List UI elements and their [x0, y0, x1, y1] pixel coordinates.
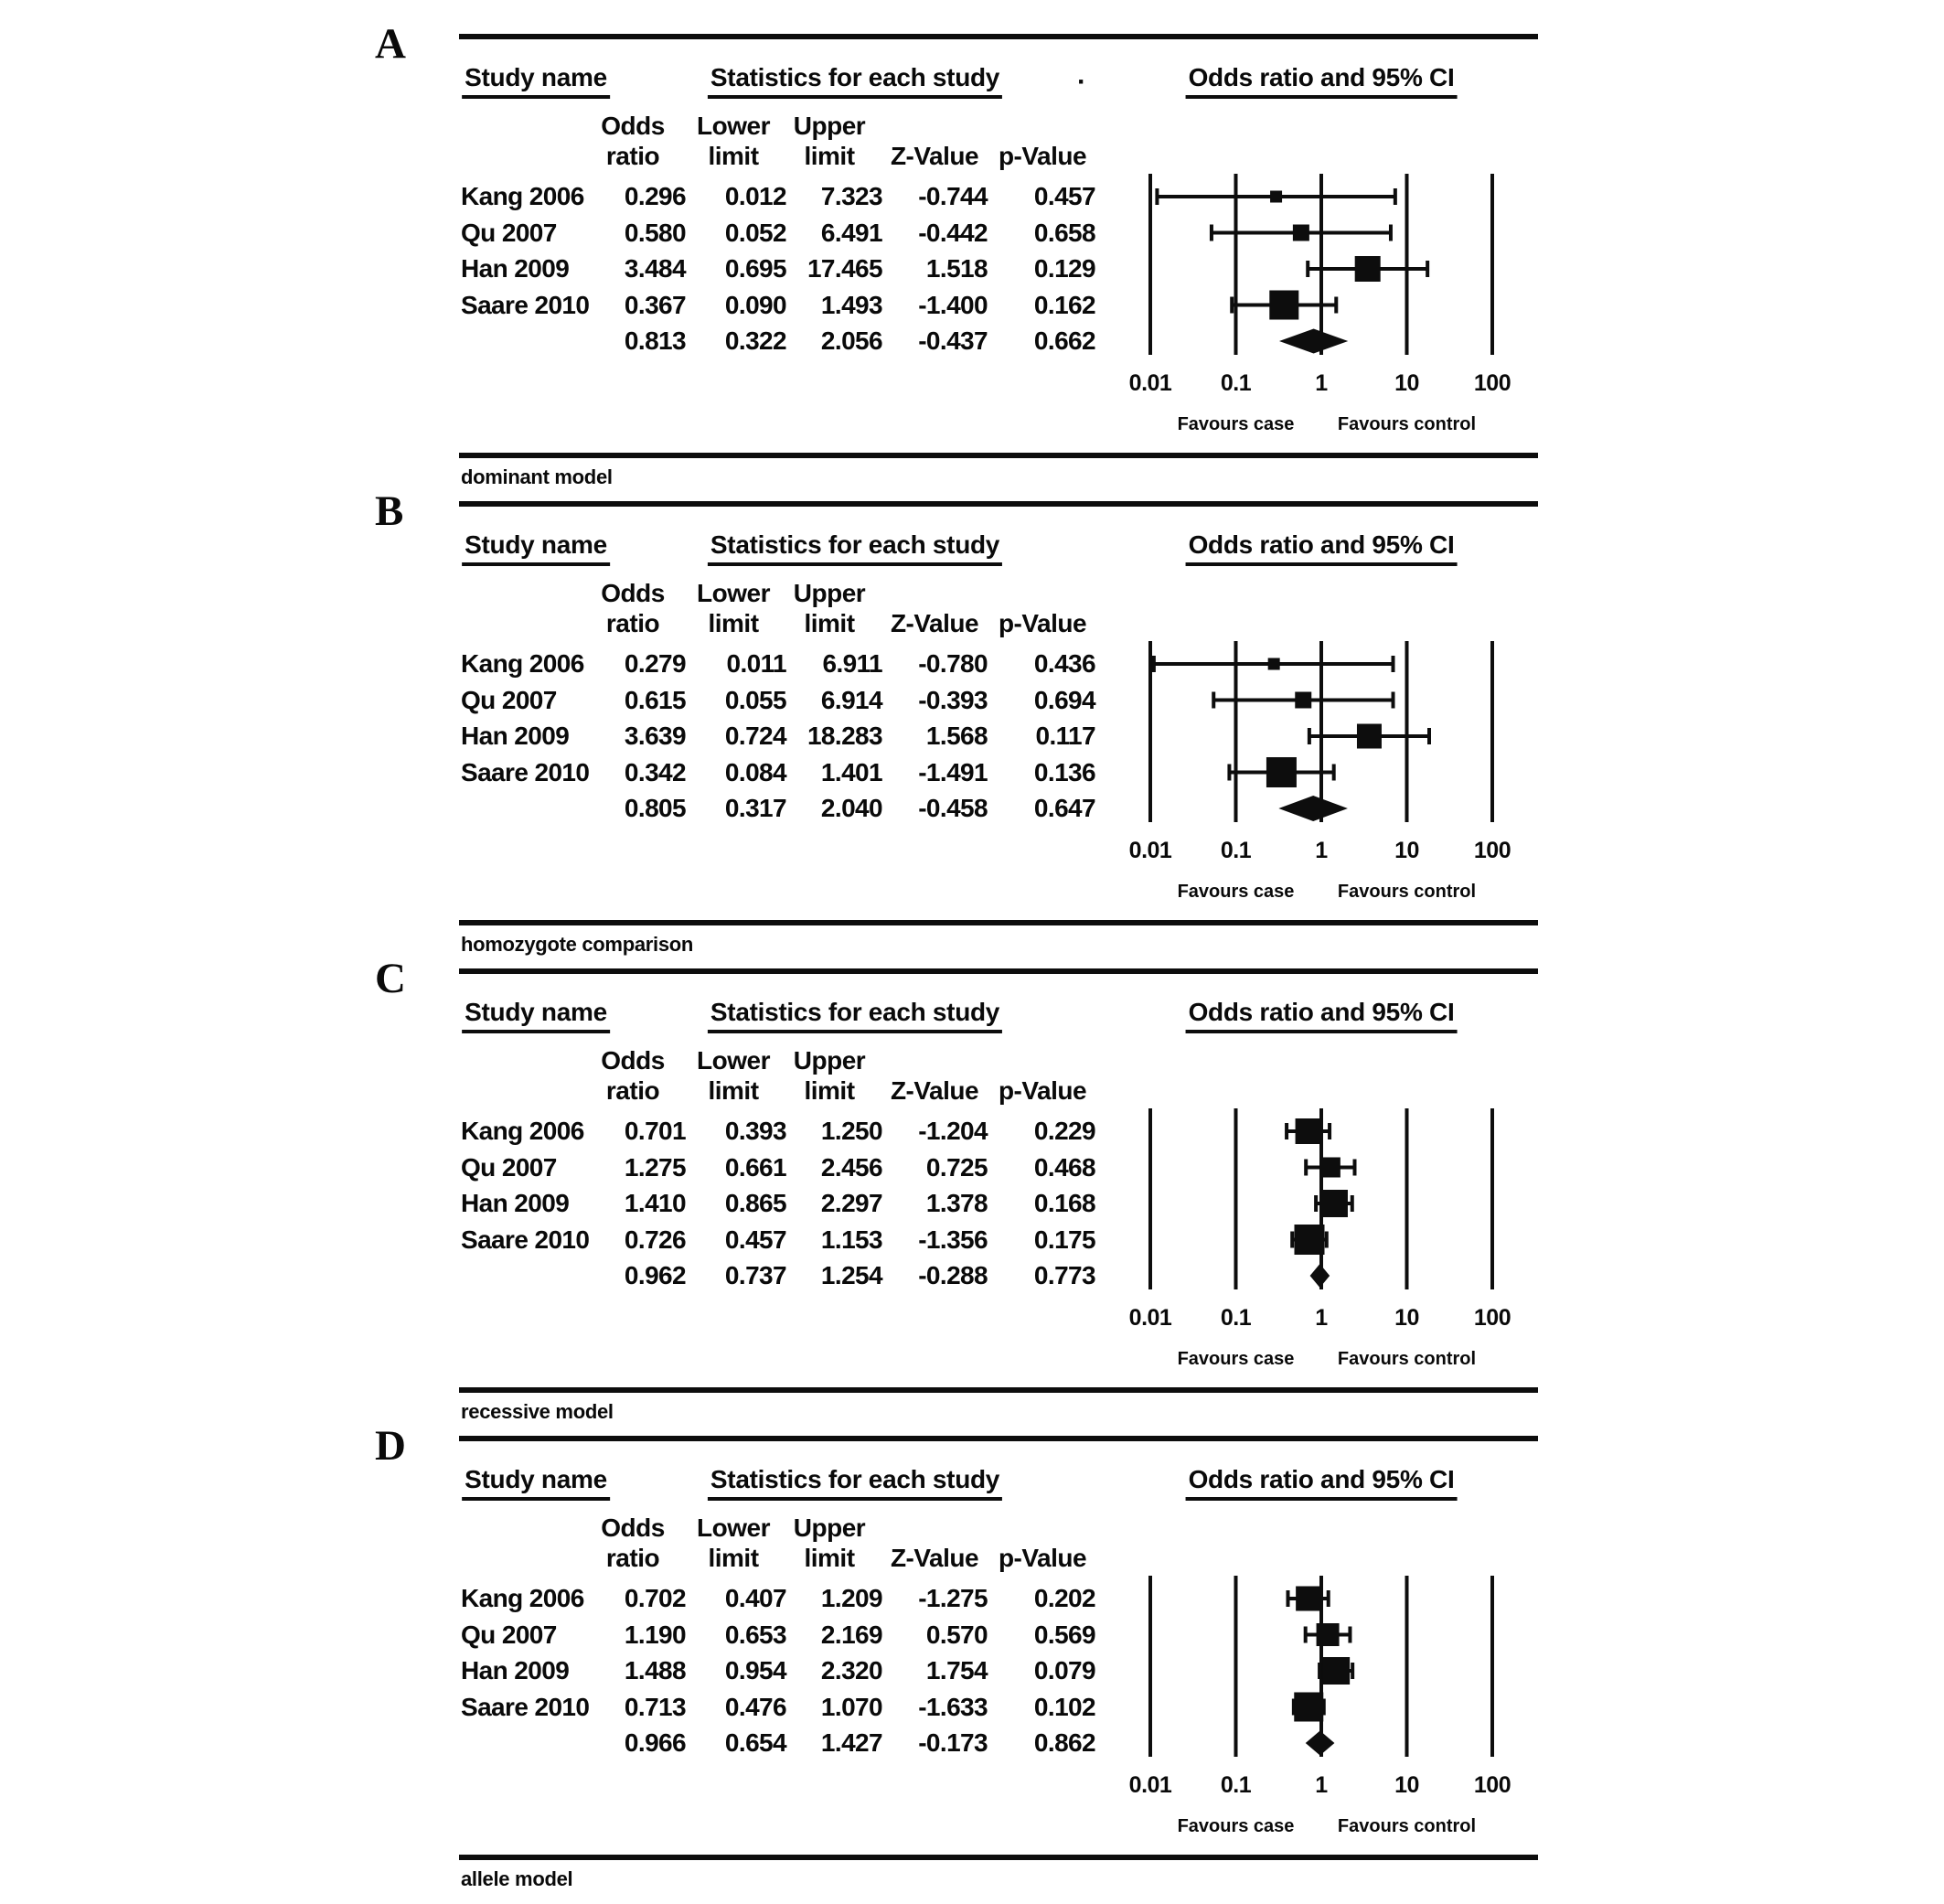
panel-a — [375, 20, 1538, 502]
plot-header: Odds ratio and 95% CI — [1186, 64, 1458, 99]
overall-diamond — [1278, 796, 1348, 821]
col-header-limit: Upper limit — [793, 1046, 866, 1105]
panel-letter-b: B — [375, 487, 404, 535]
col-header-ratio: Odds ratio — [601, 579, 665, 637]
z-value-cell: -1.400 — [918, 290, 988, 319]
odds-ratio-cell: 0.279 — [624, 649, 686, 678]
study-row — [459, 718, 1099, 754]
study-name-header: Study name — [462, 999, 610, 1033]
lower-limit-cell: 0.393 — [724, 1117, 786, 1145]
odds-ratio-cell: 0.342 — [624, 757, 686, 786]
axis-tick-label: 0.01 — [1128, 1772, 1172, 1798]
col-header-limit: Upper limit — [793, 112, 866, 170]
favours-control-label: Favours control — [1337, 1349, 1477, 1369]
study-row — [459, 1689, 1099, 1726]
lower-limit-cell: 0.724 — [724, 722, 786, 750]
overall-lower-limit-cell: 0.737 — [724, 1261, 786, 1289]
plot-header: Odds ratio and 95% CI — [1186, 1466, 1458, 1501]
study-row — [459, 215, 1099, 251]
lower-limit-cell: 0.954 — [724, 1656, 786, 1685]
overall-diamond — [1306, 1731, 1335, 1756]
odds-ratio-cell: 3.484 — [624, 254, 686, 283]
model-label: dominant model — [461, 465, 613, 488]
upper-limit-cell: 1.250 — [820, 1117, 882, 1145]
odds-ratio-cell: 1.488 — [624, 1656, 686, 1685]
overall-upper-limit-cell: 1.427 — [820, 1728, 882, 1757]
or-square — [1296, 1587, 1320, 1611]
p-value-cell: 0.658 — [1033, 218, 1095, 247]
forest-plot — [1099, 171, 1538, 368]
separator-rule — [459, 1436, 1538, 1441]
col-header-ratio: Odds ratio — [601, 112, 665, 170]
separator-rule — [459, 453, 1538, 458]
stats-header: Statistics for each study — [708, 531, 1002, 566]
overall-row — [459, 323, 1099, 359]
or-square — [1317, 1623, 1340, 1646]
z-value-cell: 1.754 — [925, 1656, 988, 1685]
overall-diamond — [1310, 1264, 1330, 1288]
study-name-cell: Qu 2007 — [461, 1620, 557, 1649]
lower-limit-cell: 0.653 — [724, 1620, 786, 1649]
col-header-zvalue: Z-Value — [890, 1076, 979, 1105]
col-header-zvalue: Z-Value — [890, 142, 979, 170]
favours-labels — [1099, 882, 1538, 905]
model-label: allele model — [461, 1867, 573, 1890]
col-header-pvalue: p-Value — [998, 1544, 1087, 1572]
z-value-cell: 1.568 — [925, 722, 988, 750]
or-square — [1357, 724, 1382, 749]
study-name-header: Study name — [462, 1466, 610, 1501]
study-row — [459, 1150, 1099, 1186]
z-value-cell: -1.491 — [918, 757, 988, 786]
study-name-cell: Han 2009 — [461, 1656, 570, 1685]
z-value-cell: -1.204 — [918, 1117, 988, 1145]
upper-limit-cell: 6.491 — [820, 218, 882, 247]
separator-rule — [459, 920, 1538, 925]
or-square — [1268, 658, 1280, 670]
or-square — [1293, 225, 1309, 241]
study-name-cell: Kang 2006 — [461, 1584, 584, 1612]
study-row — [459, 1653, 1099, 1689]
p-value-cell: 0.436 — [1033, 649, 1095, 678]
odds-ratio-cell: 0.296 — [624, 182, 686, 210]
study-name-cell: Han 2009 — [461, 1189, 570, 1217]
upper-limit-cell: 2.169 — [820, 1620, 882, 1649]
overall-p-value-cell: 0.862 — [1033, 1728, 1095, 1757]
p-value-cell: 0.694 — [1033, 685, 1095, 714]
favours-labels — [1099, 414, 1538, 438]
upper-limit-cell: 6.914 — [820, 685, 882, 714]
upper-limit-cell: 1.070 — [820, 1692, 882, 1721]
separator-rule — [459, 1387, 1538, 1393]
z-value-cell: 0.725 — [925, 1152, 988, 1182]
favours-case-label: Favours case — [1177, 882, 1295, 902]
overall-upper-limit-cell: 2.056 — [820, 326, 882, 355]
axis-tick-label: 0.1 — [1220, 1305, 1252, 1331]
lower-limit-cell: 0.865 — [724, 1189, 786, 1217]
model-label: homozygote comparison — [461, 933, 694, 956]
axis-tick-label: 10 — [1394, 370, 1419, 396]
panel-letter-c: C — [375, 955, 406, 1002]
odds-ratio-cell: 1.275 — [624, 1152, 686, 1182]
study-name-cell: Saare 2010 — [461, 1692, 590, 1721]
col-header-pvalue: p-Value — [998, 1076, 1087, 1105]
odds-ratio-cell: 0.713 — [624, 1692, 686, 1721]
favours-labels — [1099, 1349, 1538, 1373]
lower-limit-cell: 0.476 — [724, 1692, 786, 1721]
or-square — [1295, 692, 1311, 709]
study-name-cell: Qu 2007 — [461, 1152, 557, 1182]
axis-tick-label: 1 — [1315, 838, 1328, 863]
separator-rule — [459, 968, 1538, 974]
panel-b — [375, 487, 1538, 969]
overall-z-value-cell: -0.437 — [918, 326, 988, 355]
axis-tick-label: 100 — [1473, 370, 1511, 396]
study-name-cell: Kang 2006 — [461, 182, 584, 210]
axis-tick-label: 1 — [1315, 1305, 1328, 1331]
overall-z-value-cell: -0.288 — [918, 1261, 988, 1289]
study-row — [459, 1185, 1099, 1222]
lower-limit-cell: 0.407 — [724, 1584, 786, 1612]
overall-odds-ratio-cell: 0.962 — [624, 1261, 686, 1289]
lower-limit-cell: 0.457 — [724, 1225, 786, 1254]
stats-table — [459, 646, 1099, 827]
col-header-limit: Lower limit — [697, 1514, 770, 1572]
z-value-cell: -0.744 — [918, 182, 988, 210]
odds-ratio-cell: 3.639 — [624, 722, 686, 750]
axis-tick-label: 0.1 — [1220, 838, 1252, 863]
lower-limit-cell: 0.052 — [724, 218, 786, 247]
lower-limit-cell: 0.090 — [724, 290, 786, 319]
z-value-cell: 1.378 — [925, 1189, 988, 1217]
x-axis — [1099, 1305, 1538, 1334]
study-row — [459, 1580, 1099, 1617]
study-row — [459, 251, 1099, 287]
p-value-cell: 0.129 — [1033, 254, 1095, 283]
stats-table — [459, 1113, 1099, 1294]
or-square — [1355, 256, 1381, 282]
or-square — [1270, 191, 1282, 203]
odds-ratio-cell: 1.190 — [624, 1620, 686, 1649]
odds-ratio-cell: 0.615 — [624, 685, 686, 714]
plot-header: Odds ratio and 95% CI — [1186, 999, 1458, 1033]
study-name-cell: Qu 2007 — [461, 685, 557, 714]
upper-limit-cell: 18.283 — [806, 722, 882, 750]
axis-tick-label: 10 — [1394, 1772, 1419, 1798]
panel-d — [375, 1422, 1538, 1904]
study-name-cell: Saare 2010 — [461, 290, 590, 319]
study-name-cell: Han 2009 — [461, 254, 570, 283]
odds-ratio-cell: 0.701 — [624, 1117, 686, 1145]
overall-diamond — [1279, 329, 1348, 354]
z-value-cell: -0.780 — [918, 649, 988, 678]
favours-labels — [1099, 1816, 1538, 1840]
overall-lower-limit-cell: 0.322 — [724, 326, 786, 355]
separator-rule — [459, 34, 1538, 39]
or-square — [1269, 291, 1298, 320]
separator-rule — [459, 501, 1538, 507]
col-header-pvalue: p-Value — [998, 142, 1087, 170]
overall-upper-limit-cell: 2.040 — [820, 794, 882, 822]
p-value-cell: 0.202 — [1033, 1584, 1095, 1612]
axis-tick-label: 10 — [1394, 1305, 1419, 1331]
study-row — [459, 1113, 1099, 1150]
p-value-cell: 0.457 — [1033, 182, 1095, 210]
axis-tick-label: 1 — [1315, 370, 1328, 396]
favours-case-label: Favours case — [1177, 414, 1295, 434]
lower-limit-cell: 0.661 — [724, 1152, 786, 1182]
p-value-cell: 0.136 — [1033, 757, 1095, 786]
col-header-pvalue: p-Value — [998, 609, 1087, 637]
stats-header: Statistics for each study — [708, 64, 1002, 99]
z-value-cell: -0.442 — [918, 218, 988, 247]
study-name-cell: Qu 2007 — [461, 218, 557, 247]
odds-ratio-cell: 1.410 — [624, 1189, 686, 1217]
upper-limit-cell: 2.320 — [820, 1656, 882, 1685]
col-header-zvalue: Z-Value — [890, 609, 979, 637]
p-value-cell: 0.117 — [1035, 722, 1095, 750]
overall-lower-limit-cell: 0.317 — [724, 794, 786, 822]
favours-control-label: Favours control — [1337, 882, 1477, 902]
or-square — [1320, 1190, 1348, 1217]
model-label: recessive model — [461, 1400, 614, 1423]
lower-limit-cell: 0.084 — [724, 757, 786, 786]
p-value-cell: 0.168 — [1033, 1189, 1095, 1217]
lower-limit-cell: 0.055 — [724, 685, 786, 714]
axis-tick-label: 0.01 — [1128, 370, 1172, 396]
col-header-ratio: Odds ratio — [601, 1514, 665, 1572]
favours-case-label: Favours case — [1177, 1349, 1295, 1369]
p-value-cell: 0.079 — [1033, 1656, 1095, 1685]
p-value-cell: 0.229 — [1033, 1117, 1095, 1145]
overall-row — [459, 1257, 1099, 1294]
p-value-cell: 0.569 — [1033, 1620, 1095, 1649]
lower-limit-cell: 0.011 — [726, 649, 786, 678]
axis-tick-label: 100 — [1473, 1772, 1511, 1798]
upper-limit-cell: 6.911 — [822, 649, 882, 678]
study-row — [459, 1617, 1099, 1653]
upper-limit-cell: 1.493 — [820, 290, 882, 319]
study-row — [459, 682, 1099, 719]
z-value-cell: 0.570 — [925, 1620, 988, 1649]
axis-tick-label: 0.01 — [1128, 1305, 1172, 1331]
col-header-limit: Lower limit — [697, 579, 770, 637]
study-name-header: Study name — [462, 64, 610, 99]
p-value-cell: 0.102 — [1033, 1692, 1095, 1721]
col-header-limit: Lower limit — [697, 1046, 770, 1105]
axis-tick-label: 0.1 — [1220, 370, 1252, 396]
axis-tick-label: 0.1 — [1220, 1772, 1252, 1798]
stats-header: Statistics for each study — [708, 1466, 1002, 1501]
z-value-cell: -0.393 — [918, 685, 988, 714]
upper-limit-cell: 1.153 — [820, 1225, 882, 1254]
upper-limit-cell: 1.209 — [820, 1584, 882, 1612]
upper-limit-cell: 2.297 — [820, 1189, 882, 1217]
p-value-cell: 0.468 — [1033, 1152, 1095, 1182]
overall-odds-ratio-cell: 0.966 — [624, 1728, 686, 1757]
or-square — [1296, 1118, 1321, 1144]
study-row — [459, 1222, 1099, 1258]
or-square — [1294, 1693, 1323, 1722]
separator-rule — [459, 1855, 1538, 1860]
axis-tick-label: 0.01 — [1128, 838, 1172, 863]
p-value-cell: 0.162 — [1033, 290, 1095, 319]
overall-p-value-cell: 0.662 — [1033, 326, 1095, 355]
panel-c — [375, 955, 1538, 1437]
col-header-limit: Lower limit — [697, 112, 770, 170]
favours-control-label: Favours control — [1337, 1816, 1477, 1836]
study-name-cell: Saare 2010 — [461, 757, 590, 786]
favours-case-label: Favours case — [1177, 1816, 1295, 1836]
axis-tick-label: 10 — [1394, 838, 1419, 863]
or-square — [1320, 1158, 1341, 1178]
plot-header: Odds ratio and 95% CI — [1186, 531, 1458, 566]
x-axis — [1099, 838, 1538, 867]
z-value-cell: -1.633 — [918, 1692, 988, 1721]
col-header-limit: Upper limit — [793, 579, 866, 637]
overall-upper-limit-cell: 1.254 — [820, 1261, 882, 1289]
forest-plot — [1099, 638, 1538, 835]
overall-row — [459, 1725, 1099, 1761]
stats-table — [459, 178, 1099, 359]
odds-ratio-cell: 0.580 — [624, 218, 686, 247]
lower-limit-cell: 0.012 — [724, 182, 786, 210]
z-value-cell: -1.275 — [918, 1584, 988, 1612]
z-value-cell: 1.518 — [925, 254, 988, 283]
x-axis — [1099, 370, 1538, 400]
p-value-cell: 0.175 — [1033, 1225, 1095, 1254]
study-name-header: Study name — [462, 531, 610, 566]
stats-header: Statistics for each study — [708, 999, 1002, 1033]
study-row — [459, 754, 1099, 791]
odds-ratio-cell: 0.367 — [624, 290, 686, 319]
upper-limit-cell: 1.401 — [820, 757, 882, 786]
axis-tick-label: 100 — [1473, 1305, 1511, 1331]
col-header-limit: Upper limit — [793, 1514, 866, 1572]
upper-limit-cell: 17.465 — [806, 254, 882, 283]
study-name-cell: Saare 2010 — [461, 1225, 590, 1254]
forest-plot — [1099, 1573, 1538, 1770]
panel-letter-a: A — [375, 20, 406, 68]
overall-z-value-cell: -0.173 — [918, 1728, 988, 1757]
overall-p-value-cell: 0.647 — [1033, 794, 1095, 822]
stats-table — [459, 1580, 1099, 1761]
study-row — [459, 178, 1099, 215]
or-square — [1322, 1657, 1350, 1685]
artifact-dot: · — [1077, 67, 1086, 97]
forest-plot — [1099, 1106, 1538, 1302]
study-name-cell: Han 2009 — [461, 722, 570, 750]
overall-lower-limit-cell: 0.654 — [724, 1728, 786, 1757]
col-header-ratio: Odds ratio — [601, 1046, 665, 1105]
lower-limit-cell: 0.695 — [724, 254, 786, 283]
favours-control-label: Favours control — [1337, 414, 1477, 434]
odds-ratio-cell: 0.726 — [624, 1225, 686, 1254]
panel-letter-d: D — [375, 1422, 406, 1470]
overall-odds-ratio-cell: 0.813 — [624, 326, 686, 355]
or-square — [1294, 1225, 1324, 1255]
odds-ratio-cell: 0.702 — [624, 1584, 686, 1612]
axis-tick-label: 1 — [1315, 1772, 1328, 1798]
overall-z-value-cell: -0.458 — [918, 794, 988, 822]
study-name-cell: Kang 2006 — [461, 1117, 584, 1145]
upper-limit-cell: 2.456 — [820, 1152, 882, 1182]
x-axis — [1099, 1772, 1538, 1802]
or-square — [1266, 757, 1297, 787]
study-name-cell: Kang 2006 — [461, 649, 584, 678]
axis-tick-label: 100 — [1473, 838, 1511, 863]
overall-p-value-cell: 0.773 — [1033, 1261, 1095, 1289]
overall-odds-ratio-cell: 0.805 — [624, 794, 686, 822]
col-header-zvalue: Z-Value — [890, 1544, 979, 1572]
study-row — [459, 646, 1099, 682]
overall-row — [459, 790, 1099, 827]
z-value-cell: -1.356 — [918, 1225, 988, 1254]
study-row — [459, 287, 1099, 324]
upper-limit-cell: 7.323 — [820, 182, 882, 210]
